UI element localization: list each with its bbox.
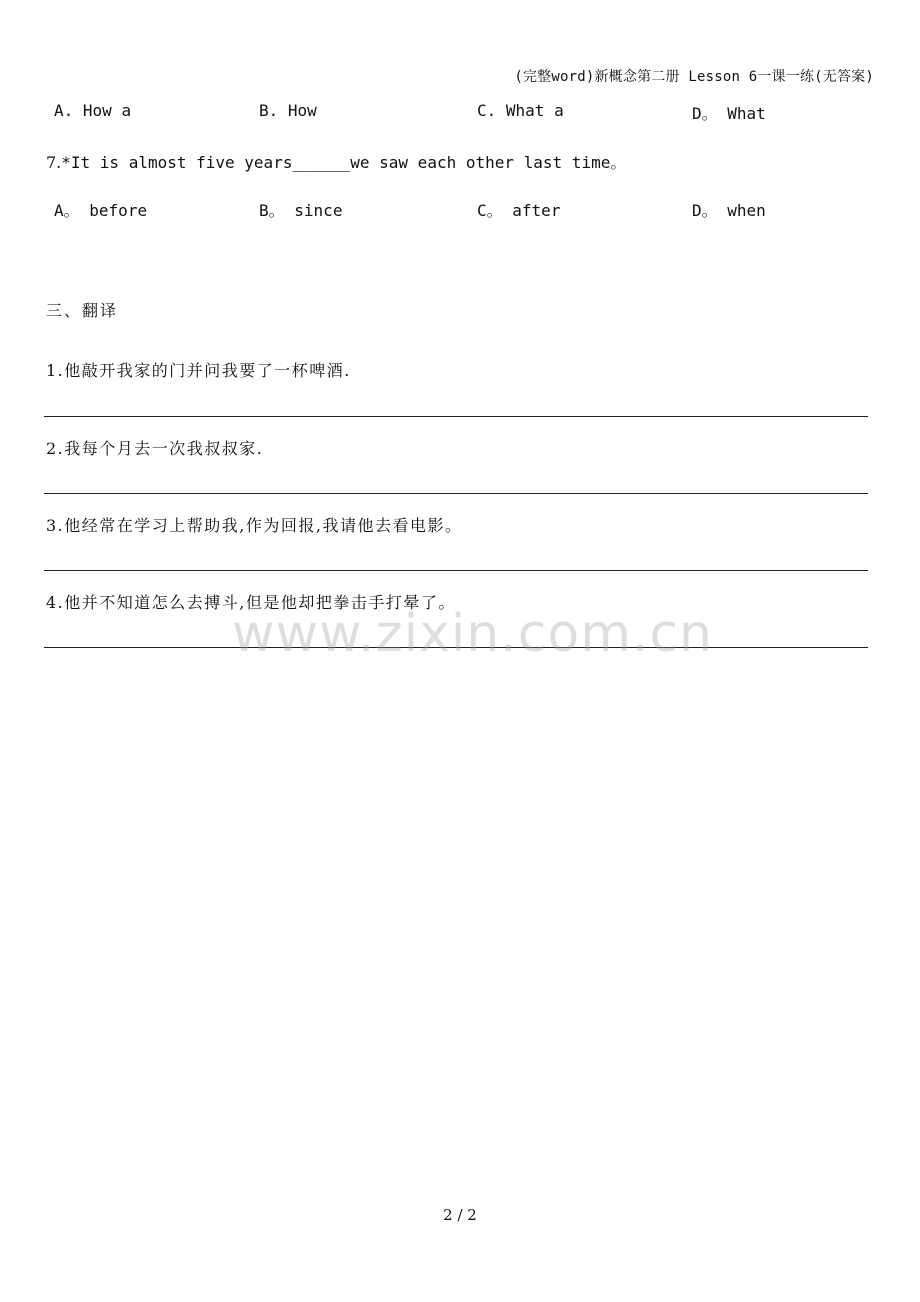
page-number: 2 / 2	[443, 1206, 477, 1224]
answer-line-1	[44, 416, 868, 417]
q7-option-b: B。 since	[259, 201, 343, 220]
translation-item-1: 1.他敲开我家的门并问我要了一杯啤酒.	[46, 361, 351, 380]
translation-item-4: 4.他并不知道怎么去搏斗,但是他却把拳击手打晕了。	[46, 593, 456, 612]
q6-option-c: C. What a	[477, 101, 564, 120]
question-number: 7.	[46, 153, 62, 172]
q7-option-d: D。 when	[692, 201, 766, 220]
q7-options-row	[0, 198, 920, 222]
q6-option-b: B. How	[259, 101, 317, 120]
question-text: *It is almost five years______we saw each other last time。	[61, 153, 627, 172]
question-7	[46, 150, 626, 173]
q7-option-c: C。 after	[477, 201, 561, 220]
answer-line-3	[44, 570, 868, 571]
q7-option-a: A。 before	[54, 201, 148, 220]
q6-option-d: D。 What	[692, 104, 766, 123]
watermark: www.zixin.com.cn	[232, 604, 713, 664]
answer-line-2	[44, 493, 868, 494]
translation-item-3: 3.他经常在学习上帮助我,作为回报,我请他去看电影。	[46, 516, 463, 535]
section-title: 三、翻译	[46, 301, 119, 320]
q6-options-row	[0, 101, 920, 125]
translation-item-2: 2.我每个月去一次我叔叔家.	[46, 439, 264, 458]
q6-option-a: A. How a	[54, 101, 132, 120]
document-header: (完整word)新概念第二册 Lesson 6一课一练(无答案)	[514, 69, 874, 85]
